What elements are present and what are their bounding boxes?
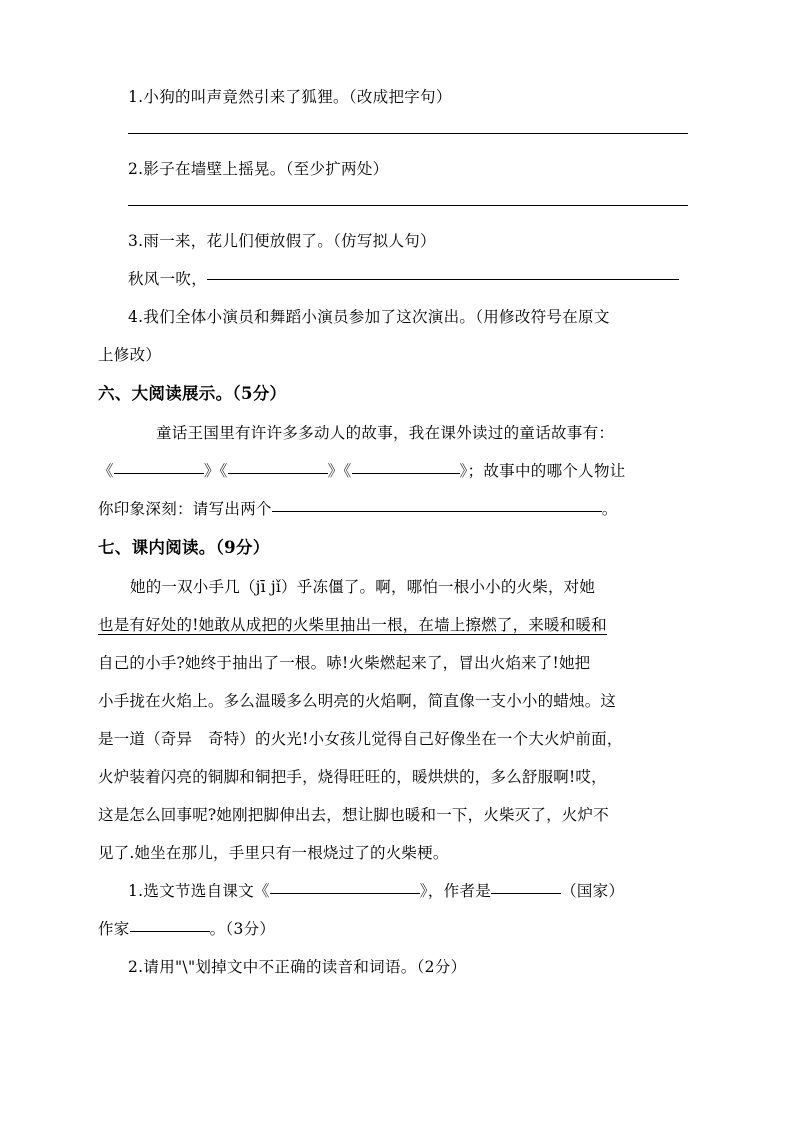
book-bracket-open-1: 《 — [98, 462, 114, 480]
section-6-heading: 六、大阅读展示。（5分） — [98, 384, 287, 403]
question-5-2 — [98, 150, 701, 188]
answer-rule-2 — [98, 188, 701, 222]
book-title-blank-2[interactable] — [228, 473, 328, 474]
passage-text: 小手拢在火焰上。多么温暖多么明亮的火焰啊，简直像一支小小的蜡烛。这 — [98, 692, 617, 710]
passage-text: 这是怎么回事呢?她刚把脚伸出去，想让脚也暖和一下，火柴灭了，火炉不 — [98, 806, 609, 824]
q1-country: （国家） — [561, 882, 625, 900]
passage-line-6 — [98, 758, 701, 796]
course-title-blank[interactable] — [270, 893, 420, 894]
passage-line-5 — [98, 720, 701, 758]
book-bracket-close: 》；故事中的哪个人物让 — [459, 462, 626, 480]
book-bracket-2: 》《 — [327, 462, 352, 480]
q1-prefix: 1.选文节选自课文《 — [128, 882, 270, 900]
book-title-blank-1[interactable] — [114, 473, 204, 474]
book-title-blank-3[interactable] — [352, 473, 460, 474]
author-blank[interactable] — [491, 893, 561, 894]
question-5-4-line2 — [98, 336, 701, 374]
answer-line — [207, 279, 679, 280]
passage-text-underlined: 也是有好处的!她敢从成把的火柴里抽出一根，在墙上擦燃了，来暖和暖和 — [98, 616, 607, 634]
passage-line-3 — [98, 644, 701, 682]
answer-rule-1 — [98, 116, 701, 150]
question-5-3-body: 雨一来，花儿们便放假了。（仿写拟人句） — [143, 232, 436, 250]
section-6-text: 童话王国里有许许多多动人的故事，我在课外读过的童话故事有： — [156, 424, 615, 442]
passage-line-8 — [98, 834, 701, 872]
question-5-4-text: 4.我们全体小演员和舞蹈小演员参加了这次演出。（用修改符号在原文 — [128, 308, 610, 326]
q1-writer-label: 作家 — [98, 920, 130, 938]
answer-line — [128, 205, 688, 206]
section-7-question-1-cont — [98, 910, 701, 948]
question-5-4-text-cont: 上修改） — [98, 346, 162, 364]
passage-text: 是一道（奇异 奇特）的火光!小女孩儿觉得自己好像坐在一个大火炉前面， — [98, 730, 623, 748]
question-5-2-body: 影子在墙壁上摇晃。（至少扩两处） — [143, 160, 389, 178]
character-answer-blank[interactable] — [272, 511, 602, 512]
section-6-text-cont: 你印象深刻：请写出两个 — [98, 500, 272, 518]
passage-text: 她的一双小手几（jī jǐ）乎冻僵了。啊，哪怕一根小小的火柴，对她 — [130, 578, 596, 596]
section-7-heading: 七、课内阅读。（9分） — [98, 538, 270, 557]
passage-line-2 — [98, 606, 701, 644]
answer-line — [128, 133, 688, 134]
question-5-1-text: 1. — [128, 88, 144, 106]
question-5-1-body: 小狗的叫声竟然引来了狐狸。（改成把字句） — [143, 88, 452, 106]
question-5-4-line1 — [98, 298, 701, 336]
section-6-line-1 — [98, 414, 701, 452]
section-7-question-1 — [98, 872, 701, 910]
passage-text: 见了.她坐在那儿，手里只有一根烧过了的火柴梗。 — [98, 844, 449, 862]
passage-line-4 — [98, 682, 701, 720]
question-5-3-answer-prefix: 秋风一吹， — [128, 270, 208, 288]
passage-line-1 — [98, 568, 701, 606]
writer-blank[interactable] — [130, 931, 210, 932]
question-5-3-answer — [98, 260, 701, 298]
question-5-1 — [98, 78, 701, 116]
q1-score: 。（3分） — [209, 920, 276, 938]
passage-text: 火炉装着闪亮的铜脚和铜把手，烧得旺旺的，暖烘烘的，多么舒服啊!哎， — [98, 768, 607, 786]
question-5-3-num: 3. — [128, 232, 144, 250]
section-6-line-2 — [98, 452, 701, 490]
passage-line-7 — [98, 796, 701, 834]
period-mark: 。 — [601, 500, 618, 518]
question-5-3 — [98, 222, 701, 260]
question-5-2-num: 2. — [128, 160, 144, 178]
book-bracket-1: 》《 — [203, 462, 228, 480]
section-6-line-3 — [98, 490, 701, 528]
passage-text: 自己的小手?她终于抽出了一根。哧!火柴燃起来了，冒出火焰来了!她把 — [98, 654, 591, 672]
q2-text: 2.请用"\"划掉文中不正确的读音和词语。（2分） — [128, 958, 467, 976]
q1-mid: 》，作者是 — [419, 882, 492, 900]
section-7-question-2 — [98, 948, 701, 986]
